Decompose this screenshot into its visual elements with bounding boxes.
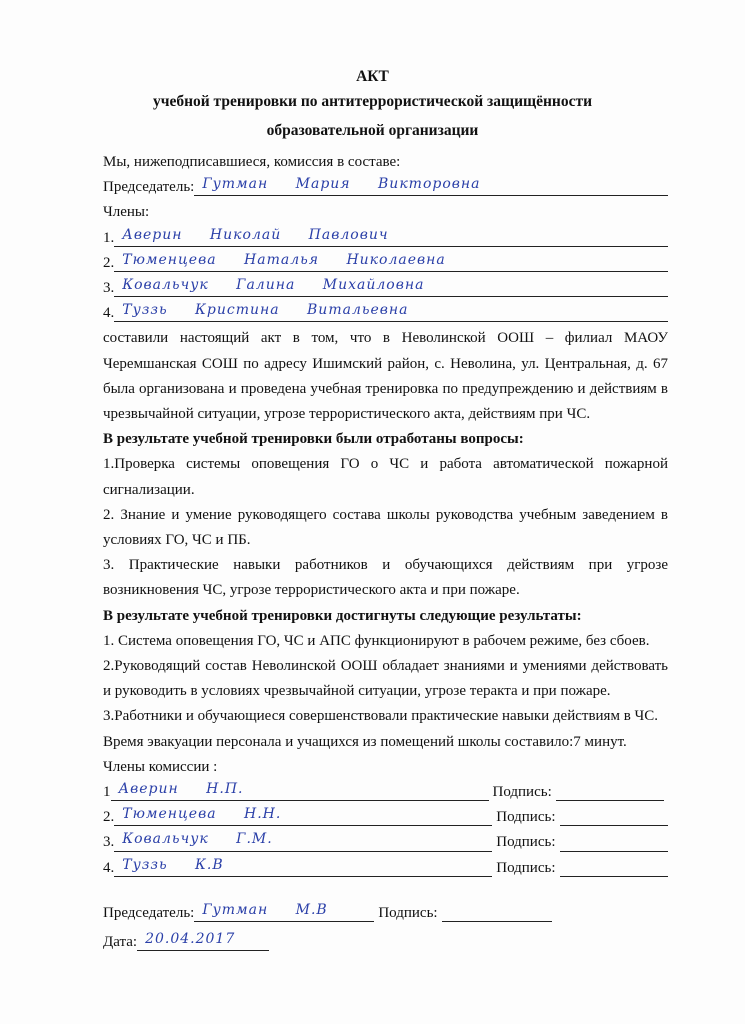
result-item: 1. Система оповещения ГО, ЧС и АПС функционируют в рабочем режиме, без сбоев. bbox=[103, 632, 650, 649]
chair-signature-row bbox=[103, 901, 668, 926]
document-body bbox=[103, 150, 668, 955]
evacuation-text: Время эвакуации персонала и учащихся из помещений школы составило:7 минут. bbox=[103, 733, 627, 750]
member-number: 3. bbox=[103, 280, 115, 297]
signature-label: Подпись: bbox=[496, 809, 556, 826]
signature-label: Подпись: bbox=[492, 784, 552, 801]
member-number: 4. bbox=[103, 305, 115, 322]
chair-handwritten: Гутман М.В bbox=[202, 901, 328, 918]
chair-field bbox=[103, 175, 668, 200]
row-number: 1 bbox=[103, 784, 111, 801]
date-handwritten: 20.04.2017 bbox=[145, 931, 236, 948]
intro-text: Мы, нижеподписавшиеся, комиссия в составе: bbox=[103, 154, 401, 170]
signature-label: Подпись: bbox=[496, 834, 556, 851]
member-handwritten: Аверин Николай Павлович bbox=[122, 226, 389, 243]
member-handwritten: Аверин Н.П. bbox=[118, 781, 244, 798]
signature-label: Подпись: bbox=[496, 859, 556, 876]
members-label: Члены: bbox=[103, 204, 150, 221]
issue-item: 2. Знание и умение руководящего состава школы руководства учебным заведением в условиях ГО, ЧС и ПБ. bbox=[103, 506, 668, 549]
doc-title: АКТ bbox=[356, 68, 389, 85]
member-handwritten: Тюменцева Наталья Николаевна bbox=[122, 251, 446, 268]
commission-row bbox=[103, 856, 668, 881]
chair-label: Председатель: bbox=[103, 179, 195, 196]
row-number: 2. bbox=[103, 809, 115, 826]
section-heading: В результате учебной тренировки были отработаны вопросы: bbox=[103, 431, 524, 448]
member-handwritten: Туззь Кристина Витальевна bbox=[122, 302, 409, 319]
row-number: 4. bbox=[103, 859, 115, 876]
member-number: 2. bbox=[103, 254, 115, 271]
issue-item: 1.Проверка системы оповещения ГО о ЧС и работа автоматической пожарной сигнализации. bbox=[103, 456, 668, 498]
member-handwritten: Тюменцева Н.Н. bbox=[122, 806, 282, 823]
member-field bbox=[103, 301, 668, 326]
doc-subtitle-1: учебной тренировки по антитеррористической защищённости bbox=[152, 93, 593, 110]
member-handwritten: Туззь К.В bbox=[122, 856, 224, 873]
signature-label: Подпись: bbox=[378, 904, 438, 921]
section-heading: В результате учебной тренировки достигнуты следующие результаты: bbox=[103, 607, 582, 624]
chair-handwritten: Гутман Мария Викторовна bbox=[202, 176, 481, 193]
date-row bbox=[103, 930, 668, 955]
member-number: 1. bbox=[103, 229, 115, 246]
chair-label: Председатель: bbox=[103, 904, 195, 921]
row-number: 3. bbox=[103, 834, 115, 851]
doc-subtitle-2: образовательной организации bbox=[266, 122, 479, 139]
issue-item: 3. Практические навыки работников и обучающихся действиям при угрозе возникновения ЧС, угрозе террористического акта и при пожаре. bbox=[103, 557, 668, 599]
member-handwritten: Ковальчук Галина Михайловна bbox=[122, 277, 425, 294]
date-label: Дата: bbox=[103, 934, 138, 951]
commission-label: Члены комиссии : bbox=[103, 758, 218, 775]
body-paragraph: составили настоящий акт в том, что в Неволинской ООШ – филиал МАОУ Черемшанская СОШ по адресу Ишимский район, с. Неволина, ул. Центральная, д. 67 была организована и проведена учебная тренировка по предупреждению и действиям в чрезвычайной ситуации, угрозе террористического акта, действиям при ЧС. bbox=[103, 330, 668, 423]
result-item: 2.Руководящий состав Неволинской ООШ обладает знаниями и умениями действовать и руководить в условиях чрезвычайной ситуации, угрозе теракта и при пожаре. bbox=[103, 658, 668, 700]
member-handwritten: Ковальчук Г.М. bbox=[122, 831, 273, 848]
result-item: 3.Работники и обучающиеся совершенствовали практические навыки действиям в ЧС. bbox=[103, 708, 659, 725]
